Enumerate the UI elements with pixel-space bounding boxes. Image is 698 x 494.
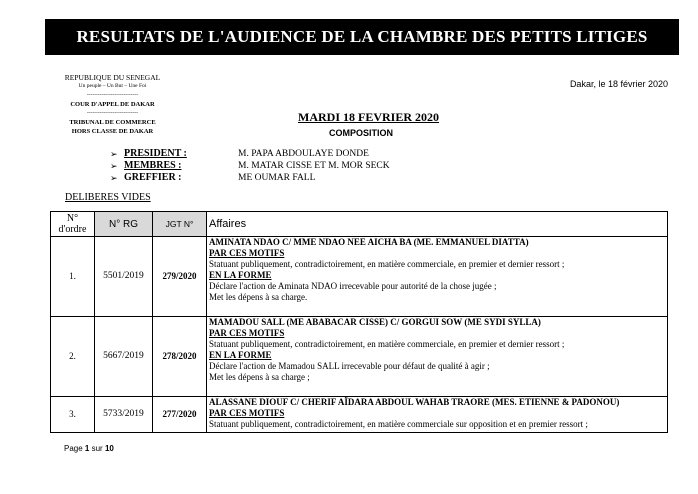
case-title: ALASSANE DIOUF C/ CHERIF AÏDARA ABDOUL WAHAB TRAORE (MES. ETIENNE & PADONOU): [209, 397, 620, 407]
member-row: [110, 148, 390, 160]
composition-list: [110, 148, 390, 184]
member-role: GREFFIER :: [124, 172, 182, 183]
ruling-text: Statuant publiquement, contradictoirement, en matière commerciale sur opposition et en premier ressort ;: [209, 419, 588, 429]
row-affaire: [207, 317, 668, 397]
table-row: [51, 397, 668, 433]
member-row: [110, 172, 390, 184]
court-line: COUR D'APPEL DE DAKAR: [70, 101, 155, 108]
row-jgt: 279/2020: [153, 237, 207, 317]
tribunal-line: TRIBUNAL DE COMMERCE: [69, 119, 156, 126]
row-number: 1.: [51, 237, 95, 317]
document-banner-title: RESULTATS DE L'AUDIENCE DE LA CHAMBRE DES PETITS LITIGES: [45, 19, 679, 55]
row-number: 3.: [51, 397, 95, 433]
column-header-jgt: JGT N°: [153, 212, 207, 237]
member-name: ME OUMAR FALL: [238, 173, 316, 183]
hearing-day: MARDI 18 FEVRIER 2020: [298, 110, 439, 124]
section-heading: DELIBERES VIDES: [65, 192, 151, 203]
case-title: AMINATA NDAO C/ MME NDAO NEE AICHA BA (ME. EMMANUEL DIATTA): [209, 237, 529, 247]
motifs-heading: PAR CES MOTIFS: [209, 248, 285, 258]
deliberations-table: [50, 211, 668, 433]
composition-heading: COMPOSITION: [329, 128, 394, 138]
row-number: 2.: [51, 317, 95, 397]
tribunal-class-line: HORS CLASSE DE DAKAR: [71, 128, 154, 135]
row-rg: 5667/2019: [95, 317, 153, 397]
ruling-text: Déclare l'action de Aminata NDAO irrecevable pour autorité de la chose jugée ;: [209, 281, 497, 291]
separator: ----------------------------: [86, 110, 139, 116]
ruling-text: Statuant publiquement, contradictoirement, en matière commerciale, en premier et dernier ressort ;: [209, 339, 565, 349]
ruling-text: Statuant publiquement, contradictoirement, en matière commerciale, en premier et dernier ressort ;: [209, 259, 565, 269]
motifs-heading: PAR CES MOTIFS: [209, 408, 285, 418]
member-row: [110, 160, 390, 172]
forme-heading: EN LA FORME: [209, 270, 272, 280]
column-header-affaires: Affaires: [207, 212, 668, 237]
page-label: Page: [64, 444, 83, 453]
row-affaire: [207, 397, 668, 433]
arrow-bullet-icon: ➢: [110, 149, 118, 159]
document-date: Dakar, le 18 février 2020: [569, 79, 668, 89]
row-jgt: 277/2020: [153, 397, 207, 433]
arrow-bullet-icon: ➢: [110, 161, 118, 171]
row-rg: 5501/2019: [95, 237, 153, 317]
page-total: 10: [104, 444, 114, 453]
member-name: M. PAPA ABDOULAYE DONDE: [238, 149, 369, 159]
member-role: MEMBRES :: [124, 160, 182, 171]
page-footer: [64, 444, 114, 453]
institution-header: [55, 73, 170, 136]
column-header-ordre: N° d'ordre: [51, 212, 95, 237]
forme-heading: EN LA FORME: [209, 350, 272, 360]
column-header-rg: N° RG: [95, 212, 153, 237]
motifs-heading: PAR CES MOTIFS: [209, 328, 285, 338]
row-rg: 5733/2019: [95, 397, 153, 433]
table-row: [51, 237, 668, 317]
republic-line: REPUBLIQUE DU SENEGAL: [64, 73, 161, 82]
row-jgt: 278/2020: [153, 317, 207, 397]
table-header-row: [51, 212, 668, 237]
row-affaire: [207, 237, 668, 317]
ruling-text: Met les dépens à sa charge ;: [209, 372, 310, 382]
separator: ----------------------------: [86, 92, 139, 98]
member-role: PRESIDENT :: [124, 148, 187, 159]
page-current: 1: [84, 444, 90, 453]
case-title: MAMADOU SALL (ME ABABACAR CISSE) C/ GORGUI SOW (ME SYDI SYLLA): [209, 317, 541, 327]
motto-line: Un peuple – Un But – Une Foi: [78, 83, 147, 89]
ruling-text: Met les dépens à sa charge.: [209, 292, 308, 302]
arrow-bullet-icon: ➢: [110, 173, 118, 183]
page-of: sur: [91, 444, 103, 453]
table-row: [51, 317, 668, 397]
member-name: M. MATAR CISSE ET M. MOR SECK: [238, 161, 390, 171]
ruling-text: Déclare l'action de Mamadou SALL irrecevable pour défaut de qualité à agir ;: [209, 361, 490, 371]
